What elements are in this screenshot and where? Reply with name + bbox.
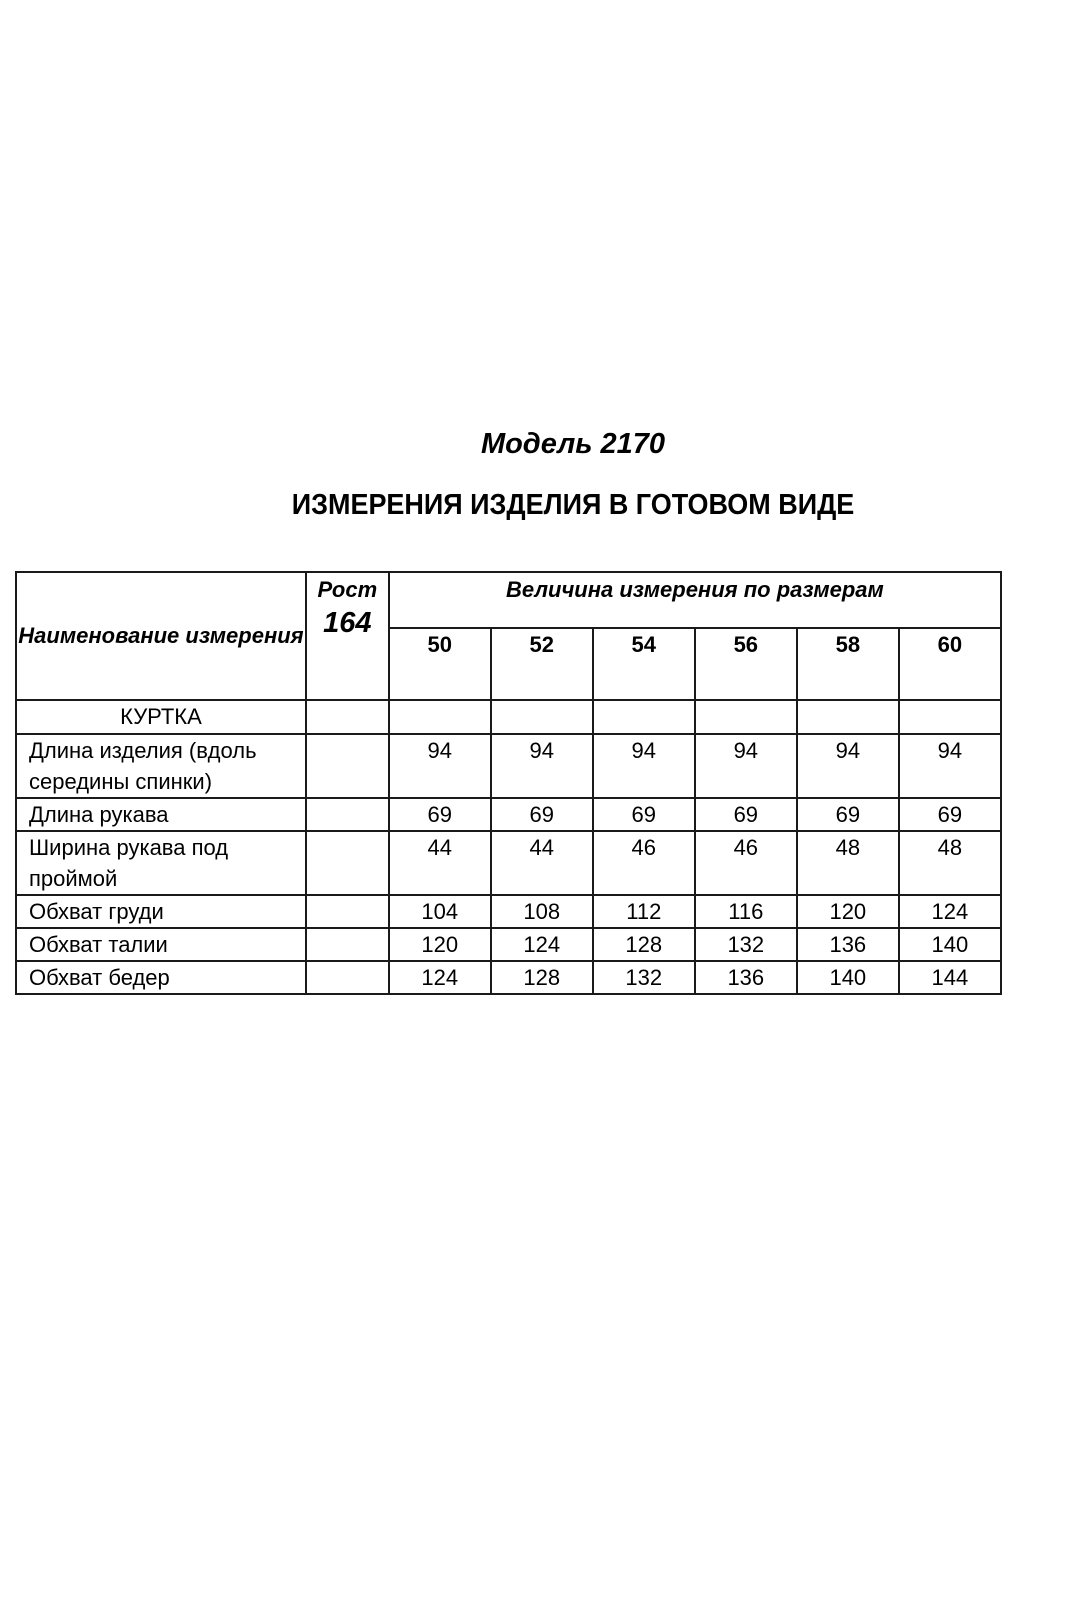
value-cell: 48 [797, 831, 899, 895]
header-height [306, 572, 389, 700]
value-cell: 140 [899, 928, 1001, 961]
height-cell [306, 895, 389, 928]
value-cell: 144 [899, 961, 1001, 994]
value-cell: 140 [797, 961, 899, 994]
header-measurement-name [16, 572, 306, 700]
empty-cell [389, 700, 491, 734]
section-label: КУРТКА [16, 700, 306, 734]
model-title: Модель 2170 [480, 428, 666, 460]
height-cell [306, 961, 389, 994]
measurement-name: Длина рукава [16, 798, 306, 831]
size-header: 56 [695, 628, 797, 700]
value-cell: 108 [491, 895, 593, 928]
table-row [16, 798, 1001, 831]
height-cell [306, 798, 389, 831]
table-row [16, 734, 1001, 798]
empty-cell [695, 700, 797, 734]
measurement-name: Длина изделия (вдоль середины спинки) [16, 734, 306, 798]
table-header-row [16, 572, 1001, 628]
size-header: 60 [899, 628, 1001, 700]
value-cell: 120 [389, 928, 491, 961]
value-cell: 69 [593, 798, 695, 831]
value-cell: 124 [899, 895, 1001, 928]
table-row [16, 831, 1001, 895]
empty-cell [491, 700, 593, 734]
value-cell: 94 [389, 734, 491, 798]
empty-cell [797, 700, 899, 734]
value-cell: 44 [389, 831, 491, 895]
measurement-name: Обхват талии [16, 928, 306, 961]
measurement-name: Ширина рукава под проймой [16, 831, 306, 895]
header-height-value: 164 [323, 607, 372, 639]
value-cell: 104 [389, 895, 491, 928]
value-cell: 124 [491, 928, 593, 961]
value-cell: 116 [695, 895, 797, 928]
value-cell: 69 [389, 798, 491, 831]
value-cell: 112 [593, 895, 695, 928]
value-cell: 46 [593, 831, 695, 895]
value-cell: 44 [491, 831, 593, 895]
value-cell: 48 [899, 831, 1001, 895]
size-header: 58 [797, 628, 899, 700]
size-header: 50 [389, 628, 491, 700]
value-cell: 69 [491, 798, 593, 831]
header-name-label: Наименование измерения [18, 623, 304, 648]
empty-cell [306, 700, 389, 734]
value-cell: 124 [389, 961, 491, 994]
value-cell: 128 [593, 928, 695, 961]
height-cell [306, 734, 389, 798]
size-header: 52 [491, 628, 593, 700]
document-title: ИЗМЕРЕНИЯ ИЗДЕЛИЯ В ГОТОВОМ ВИДЕ [291, 489, 855, 521]
table-row [16, 961, 1001, 994]
value-cell: 132 [695, 928, 797, 961]
value-cell: 94 [899, 734, 1001, 798]
value-cell: 69 [899, 798, 1001, 831]
value-cell: 128 [491, 961, 593, 994]
value-cell: 120 [797, 895, 899, 928]
empty-cell [593, 700, 695, 734]
measurements-table [15, 571, 1002, 995]
value-cell: 94 [491, 734, 593, 798]
section-row [16, 700, 1001, 734]
value-cell: 69 [695, 798, 797, 831]
value-cell: 94 [695, 734, 797, 798]
value-cell: 94 [797, 734, 899, 798]
empty-cell [899, 700, 1001, 734]
table-row [16, 895, 1001, 928]
size-header: 54 [593, 628, 695, 700]
height-cell [306, 928, 389, 961]
value-cell: 46 [695, 831, 797, 895]
table-row [16, 928, 1001, 961]
value-cell: 69 [797, 798, 899, 831]
value-cell: 132 [593, 961, 695, 994]
value-cell: 136 [797, 928, 899, 961]
height-cell [306, 831, 389, 895]
value-cell: 136 [695, 961, 797, 994]
measurement-name: Обхват бедер [16, 961, 306, 994]
header-sizes-label: Величина измерения по размерам [389, 572, 1001, 628]
header-height-label: Рост [317, 577, 378, 602]
measurement-name: Обхват груди [16, 895, 306, 928]
value-cell: 94 [593, 734, 695, 798]
